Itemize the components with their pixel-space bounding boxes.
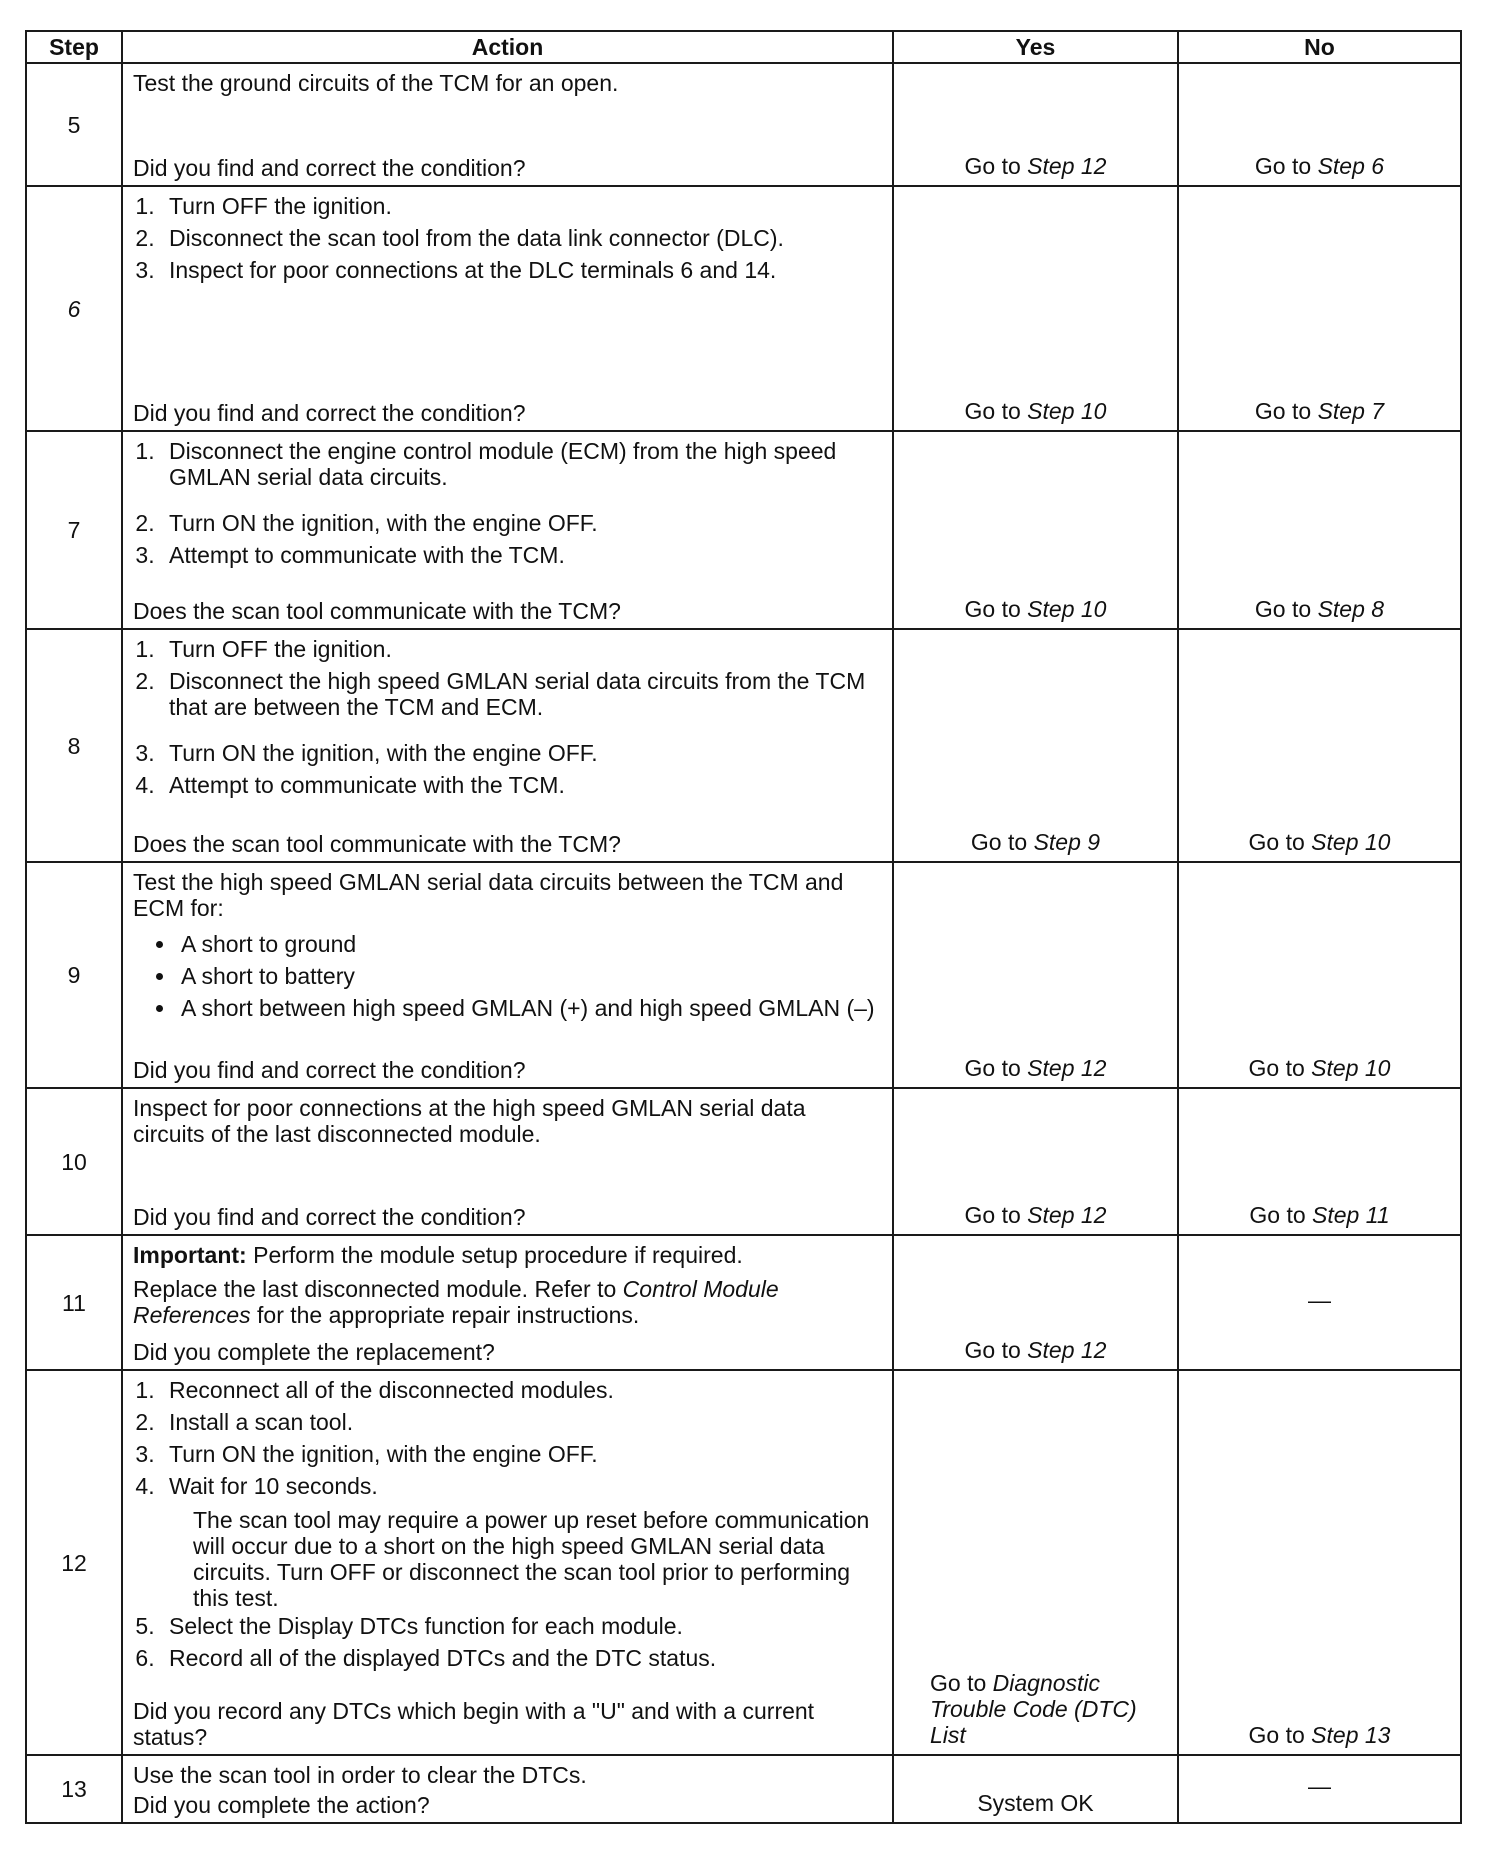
yes-cell (893, 1235, 1178, 1370)
no-prefix: Go to (1254, 596, 1318, 622)
action-list (133, 636, 882, 800)
header-step: Step (26, 31, 122, 63)
yes-step-link[interactable]: Step 9 (1033, 829, 1101, 855)
header-row (26, 31, 1461, 63)
step-number: 8 (26, 629, 122, 862)
list-item: 3. Attempt to communicate with the TCM. (161, 542, 882, 568)
yes-cell (893, 431, 1178, 629)
yes-prefix: Go to (930, 1670, 993, 1696)
step-number: 7 (26, 431, 122, 629)
yes-step-link[interactable]: Step 12 (1027, 1055, 1107, 1081)
table-row (26, 1755, 1461, 1823)
action-cell (122, 1235, 893, 1370)
yes-step-link[interactable]: Step 12 (1027, 1202, 1107, 1228)
yes-prefix: Go to (964, 1202, 1028, 1228)
no-cell (1178, 1755, 1461, 1823)
control-module-references-link[interactable]: Control Module References (133, 1276, 779, 1328)
action-cell (122, 1755, 893, 1823)
no-dash: — (1308, 1773, 1331, 1799)
table-row (26, 1235, 1461, 1370)
yes-cell (893, 629, 1178, 862)
action-text: Inspect for poor connections at the high speed GMLAN serial data circuits of the last disconnected module. (133, 1095, 806, 1147)
no-prefix: Go to (1254, 153, 1318, 179)
step-number: 12 (26, 1370, 122, 1755)
replace-text-end: for the appropriate repair instructions. (250, 1302, 640, 1328)
action-cell (122, 629, 893, 862)
no-cell (1178, 862, 1461, 1088)
header-no: No (1178, 31, 1461, 63)
no-cell (1178, 431, 1461, 629)
no-step-link[interactable]: Step 11 (1312, 1202, 1390, 1228)
no-prefix: Go to (1248, 1055, 1312, 1081)
step-number: 11 (26, 1235, 122, 1370)
yes-cell (893, 1088, 1178, 1235)
header-yes: Yes (893, 31, 1178, 63)
action-cell (122, 186, 893, 431)
table-row (26, 1370, 1461, 1755)
list-item: 3. Turn ON the ignition, with the engine OFF. (161, 1441, 882, 1467)
list-item: • A short between high speed GMLAN (+) and high speed GMLAN (–) (177, 995, 882, 1021)
no-prefix: Go to (1248, 1722, 1312, 1748)
action-cell (122, 63, 893, 186)
list-item: 5. Select the Display DTCs function for each module. (161, 1613, 882, 1639)
no-step-link[interactable]: Step 10 (1311, 829, 1391, 855)
no-step-link[interactable]: Step 7 (1317, 398, 1385, 424)
action-list (133, 438, 882, 570)
yes-cell (893, 862, 1178, 1088)
no-step-link[interactable]: Step 10 (1311, 1055, 1391, 1081)
list-item: 6. Record all of the displayed DTCs and the DTC status. (161, 1645, 882, 1671)
list-item: • A short to battery (177, 963, 882, 989)
yes-cell (893, 1755, 1178, 1823)
diagnostic-table (25, 30, 1462, 1824)
action-question: Does the scan tool communicate with the TCM? (133, 598, 621, 624)
yes-cell (893, 63, 1178, 186)
list-item: 2. Turn ON the ignition, with the engine OFF. (161, 510, 882, 536)
action-list-continued (133, 1613, 882, 1673)
no-prefix: Go to (1254, 398, 1318, 424)
step-number: 6 (26, 186, 122, 431)
list-item: 3. Inspect for poor connections at the DLC terminals 6 and 14. (161, 257, 882, 283)
no-cell (1178, 1370, 1461, 1755)
yes-prefix: Go to (964, 398, 1028, 424)
action-text: Test the high speed GMLAN serial data circuits between the TCM and ECM for: (133, 869, 844, 921)
action-text (133, 1276, 882, 1328)
no-cell (1178, 63, 1461, 186)
list-item: • A short to ground (177, 931, 882, 957)
action-bullets (133, 925, 882, 1023)
no-step-link[interactable]: Step 8 (1317, 596, 1385, 622)
important-text: Perform the module setup procedure if required. (246, 1242, 743, 1268)
action-question: Does the scan tool communicate with the TCM? (133, 831, 621, 857)
yes-prefix: Go to (964, 153, 1028, 179)
table-row (26, 1088, 1461, 1235)
dtc-list-link[interactable]: Diagnostic Trouble Code (DTC) List (930, 1670, 1137, 1748)
action-question: Did you find and correct the condition? (133, 1204, 526, 1230)
yes-cell (893, 186, 1178, 431)
wait-note: The scan tool may require a power up reset before communication will occur due to a short on the high speed GMLAN serial data circuits. Turn OFF or disconnect the scan tool prior to performing this test. (193, 1507, 870, 1611)
list-item: 4. Attempt to communicate with the TCM. (161, 772, 882, 798)
important-label: Important: (133, 1242, 247, 1268)
step-number: 10 (26, 1088, 122, 1235)
replace-text: Replace the last disconnected module. Refer to (133, 1276, 623, 1302)
action-cell (122, 431, 893, 629)
yes-prefix: Go to (964, 596, 1028, 622)
no-step-link[interactable]: Step 6 (1317, 153, 1385, 179)
yes-step-link[interactable]: Step 10 (1027, 398, 1107, 424)
list-item: 2. Disconnect the scan tool from the data link connector (DLC). (161, 225, 882, 251)
no-cell (1178, 186, 1461, 431)
table-row (26, 629, 1461, 862)
action-question: Did you find and correct the condition? (133, 1057, 526, 1083)
action-text: Use the scan tool in order to clear the DTCs. (133, 1762, 587, 1788)
action-question: Did you find and correct the condition? (133, 400, 526, 426)
list-item: 1. Turn OFF the ignition. (161, 636, 882, 662)
yes-cell (893, 1370, 1178, 1755)
list-item: 1. Reconnect all of the disconnected modules. (161, 1377, 882, 1403)
action-question: Did you complete the replacement? (133, 1339, 495, 1365)
action-list (133, 193, 882, 285)
important-note (133, 1242, 882, 1268)
system-ok-text: System OK (977, 1790, 1094, 1816)
header-action: Action (122, 31, 893, 63)
no-cell (1178, 1235, 1461, 1370)
action-question: Did you find and correct the condition? (133, 155, 526, 181)
no-prefix: Go to (1248, 829, 1312, 855)
yes-prefix: Go to (964, 1337, 1028, 1363)
table-row (26, 63, 1461, 186)
action-cell (122, 862, 893, 1088)
list-item: 3. Turn ON the ignition, with the engine OFF. (161, 740, 882, 766)
no-cell (1178, 1088, 1461, 1235)
no-step-link[interactable]: Step 13 (1311, 1722, 1391, 1748)
action-question: Did you record any DTCs which begin with a "U" and with a current status? (133, 1698, 815, 1750)
list-item: 2. Install a scan tool. (161, 1409, 882, 1435)
yes-step-link[interactable]: Step 12 (1027, 1337, 1107, 1363)
yes-step-link[interactable]: Step 10 (1027, 596, 1107, 622)
list-item: 4. Wait for 10 seconds. (161, 1473, 882, 1499)
action-cell (122, 1370, 893, 1755)
list-item: 1. Disconnect the engine control module (ECM) from the high speed GMLAN serial data circuits. (161, 438, 882, 490)
table-row (26, 862, 1461, 1088)
yes-step-link[interactable]: Step 12 (1027, 153, 1107, 179)
action-cell (122, 1088, 893, 1235)
yes-prefix: Go to (970, 829, 1034, 855)
no-dash: — (1308, 1286, 1331, 1313)
action-text: Test the ground circuits of the TCM for an open. (133, 70, 619, 96)
table-row (26, 186, 1461, 431)
no-cell (1178, 629, 1461, 862)
action-question: Did you complete the action? (133, 1792, 430, 1818)
step-number: 13 (26, 1755, 122, 1823)
list-item: 1. Turn OFF the ignition. (161, 193, 882, 219)
action-list (133, 1377, 882, 1501)
table-row (26, 431, 1461, 629)
step-number: 9 (26, 862, 122, 1088)
yes-prefix: Go to (964, 1055, 1028, 1081)
step-number: 5 (26, 63, 122, 186)
no-prefix: Go to (1249, 1202, 1313, 1228)
list-item: 2. Disconnect the high speed GMLAN serial data circuits from the TCM that are between the TCM and ECM. (161, 668, 882, 720)
